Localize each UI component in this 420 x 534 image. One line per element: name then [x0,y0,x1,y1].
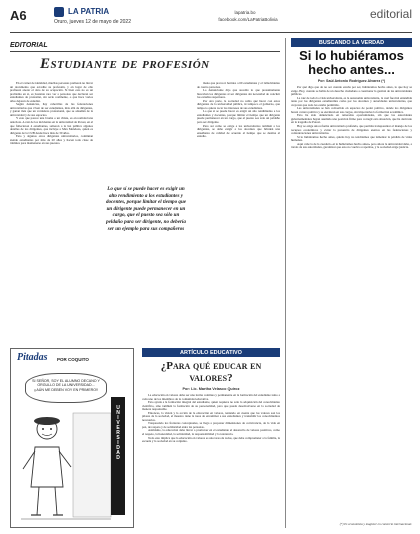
editorial-right-column [197,82,280,332]
column-paragraph: Esto ha sido denunciado en reiteradas oportunidades, sin que las autoridades gubernamentales hayan asumido una posición firme para corregir esta situación, que ha derivado en la tragedia de Potosí. [291,113,412,125]
column-footnote: (*) Es economista y magister en comercio internacional. [339,522,412,526]
opinion-label: ARTÍCULO EDUCATIVO [180,349,242,356]
cartoon-drawing [17,407,115,523]
opinion-paragraph: Esto ayuda a la formación integral del estudiante, quien requiere no sólo la adquisición del conocimiento científico, sino también la formación de su personalidad, para que pueda desenvolverse en la sociedad de manera responsable. [142,400,280,412]
editorial-left-paragraph: En el carnet de identidad, muchas personas prefieren no llevar un documento que acredite su profesión, y en lugar de ello prefieren anotar el dato de su ocupación. Si bien esto no es un problema en sí, es bastante raro ver a personas que declaran ser estudiantes de profesión, sin serlo realmente, o que hace varios años dejaron de estudiar. [10,82,93,103]
column-section [291,38,412,530]
opinion-paragraph: Todo esto implica que la educación en valores es una tarea de todos, que debe comprometer a la familia, la escuela y la sociedad en su conjunto. [142,435,280,444]
editorial-right-paragraph: Lo denunciante dijo que sucedió lo que presuntamente buscaban los dirigentes al ser dirigentes sin necesidad de concluir los estudios superiores. [197,88,280,100]
column-body [291,86,412,518]
newspaper-logo [54,7,64,17]
editorial-right-paragraph: Pero así como se exige a los universitarios también a los dirigentes, se debe exigir a los docentes que brinden una enseñanza de calidad de acuerdo al tiempo que se destina al estudio. [197,123,280,139]
column-paragraph: Hoy se exige una reforma universitaria profunda, que permita transparentar el manejo de los recursos económicos y evitar la presencia de dirigentes eternos en las federaciones y confederaciones universitarias. [291,124,412,136]
opinion-paragraph: Asimismo, la educación debe llevar a promover en el estudiante el desarrollo de valores positivos, como el respeto, la honestidad, la solidaridad, la responsabilidad y la tolerancia. [142,428,280,437]
column-paragraph: Las universidades se han convertido en espacios de poder político, donde los dirigentes hacen carrera política y se eternizan en sus cargos, sin importarles la formación académica. [291,106,412,114]
opinion-section [142,348,280,530]
editorial-right-paragraph: Por otra parte, la sociedad no sabía qué hacer con estos dirigentes de la universidad pública, ni tampoco el gobierno, que tampoco quiere tocar los intereses de sus estudiantes. [197,98,280,110]
editorial-label-rule [10,51,280,52]
website[interactable]: lapatria.bo [234,10,256,15]
editorial-pull-quote: Lo que sí se puede hacer es exigir un alto rendimiento a los estudiantes y docentes, porque limitar el tiempo que un dirigente puede permanecer en un cargo, que el puesto sea sólo un peldaño para ser dirigente, no debería ser un ejemplo para sus compañeros [105,186,187,232]
place-date: Oruro, jueves 12 de mayo de 2022 [54,19,131,25]
column-byline: Por: Saúl Antonio Rodríguez Alvarez (*) [317,79,386,83]
opinion-byline: Por: Lic. Martha Velasco Quiroz [182,387,240,391]
opinion-title: ¿Para qué educar en valores? [160,360,262,384]
section-name: editorial [369,7,412,21]
editorial-right-paragraph: Lo que sí se puede hacer es exigir un alto rendimiento a los estudiantes y docentes, porque limitar el tiempo que un dirigente puede permanecer en un cargo, que el puesto sea sólo un peldaño para ser dirigente. [197,109,280,125]
column-paragraph: Aquí cabe la de la cuestión «si lo hubiéramos hecho antes» pero ahora la universidad debe, a través de sus autoridades, garantizar que esto no vuelva a repetirse, y la sociedad exige justicia. [291,141,412,150]
editorial-left-paragraph: Esto y algunos otros dirigentes universitarios, continúan siendo estudiantes por más de 20 años y hacen toda clase de trámites para mantenerse en sus puestos. [10,134,93,146]
cartoon-speech-bubble [25,373,107,403]
cartoon-box [10,348,134,528]
opinion-body [142,394,280,528]
opinion-paragraph: La educación en valores debe ser una forma continua y permanente en la formación del estudiante tanto a cada uno de los miembros de la comunidad educativa. [142,394,280,401]
column-title: Si lo hubiéramos hecho antes... [299,48,404,77]
opinion-paragraph: Entonces, la visión y la acción de la educación en valores, teniendo en cuenta que los valores son los pilares de la sociedad, el maestro tiene la tarea de encaminar a sus estudiantes y transmitir los conocimientos necesarios. [142,410,280,422]
editorial-left-column [10,82,93,332]
cartoon-bubble-text: SI SEÑOR, SOY EL ALUMNO DECANO Y ORGULLO DE LA UNIVERSIDAD... ¡¡AÚN ME DEBEN VOY EN PRIMERO!! [32,379,100,392]
newspaper-name: LA PATRIA [68,7,110,16]
column-paragraph: Por qué digo que de no ser cuando estaba por ser, hubiéramos hecho antes, lo que hoy se exige. Hoy, cuando se habla de un derecho ciudadano a cuestionar la gestión de las universidades públicas. [291,86,412,97]
cartoon-side-label: UNIVERSIDAD [115,405,121,460]
column-paragraph: La raíz de toda la crisis universitaria, es la autonomía universitaria, la cual fue mal entendida tanto por los dirigentes estudiantiles como por los docentes y autoridades universitarias, que creyeron que todo les estaba permitido. [291,95,412,107]
column-divider [285,38,286,528]
column-paragraph: Si lo hubiéramos hecho antes, quizás hoy no tendríamos que lamentar la pérdida de vidas humanas. [291,134,412,143]
header-rule [10,32,412,33]
page-number: A6 [10,8,27,23]
page-header [10,6,412,34]
cartoon-author: POR COQUITO [57,357,89,362]
opinion-paragraph: Traspasando los fronteras conceptuales, se llega a proponer dimensiones de convivencia, de la vida en paz, de respeto y de solidaridad entre las personas. [142,421,280,429]
editorial-left-paragraph: Y esto que parece una broma o un chiste, es en realidad una anécdota. A raíz de los incidentes en la universidad de Potosí, en el que fallecieron 4 estudiantes, salieron a la luz pública algunos detalles de los dirigentes, que incluye a Max Mendoza, quien es dirigente de la CUB desde hace más de 30 años. [10,116,93,135]
editorial-section [10,38,280,338]
column-label: BUSCANDO LA VERDAD [318,39,385,46]
cartoon-caption: Pitadas [17,352,48,363]
editorial-right-paragraph: mana que provocó heridos a 60 estudiantes y el fallecimiento de cuatro personas. [197,82,280,89]
editorial-label: EDITORIAL [10,42,48,49]
editorial-left-paragraph: Según denuncias, hay cabecillas de las federaciones universitarias que viven de ser estudiantes, más allá de dirigentes, y ganan más que un verdadero profesional, que se adueñan de la universidad y de sus espacios. [10,102,93,117]
editorial-title: Estudiante de profesión [40,56,210,72]
facebook-link[interactable]: facebook.com/LaPatriaBolivia [218,17,278,22]
